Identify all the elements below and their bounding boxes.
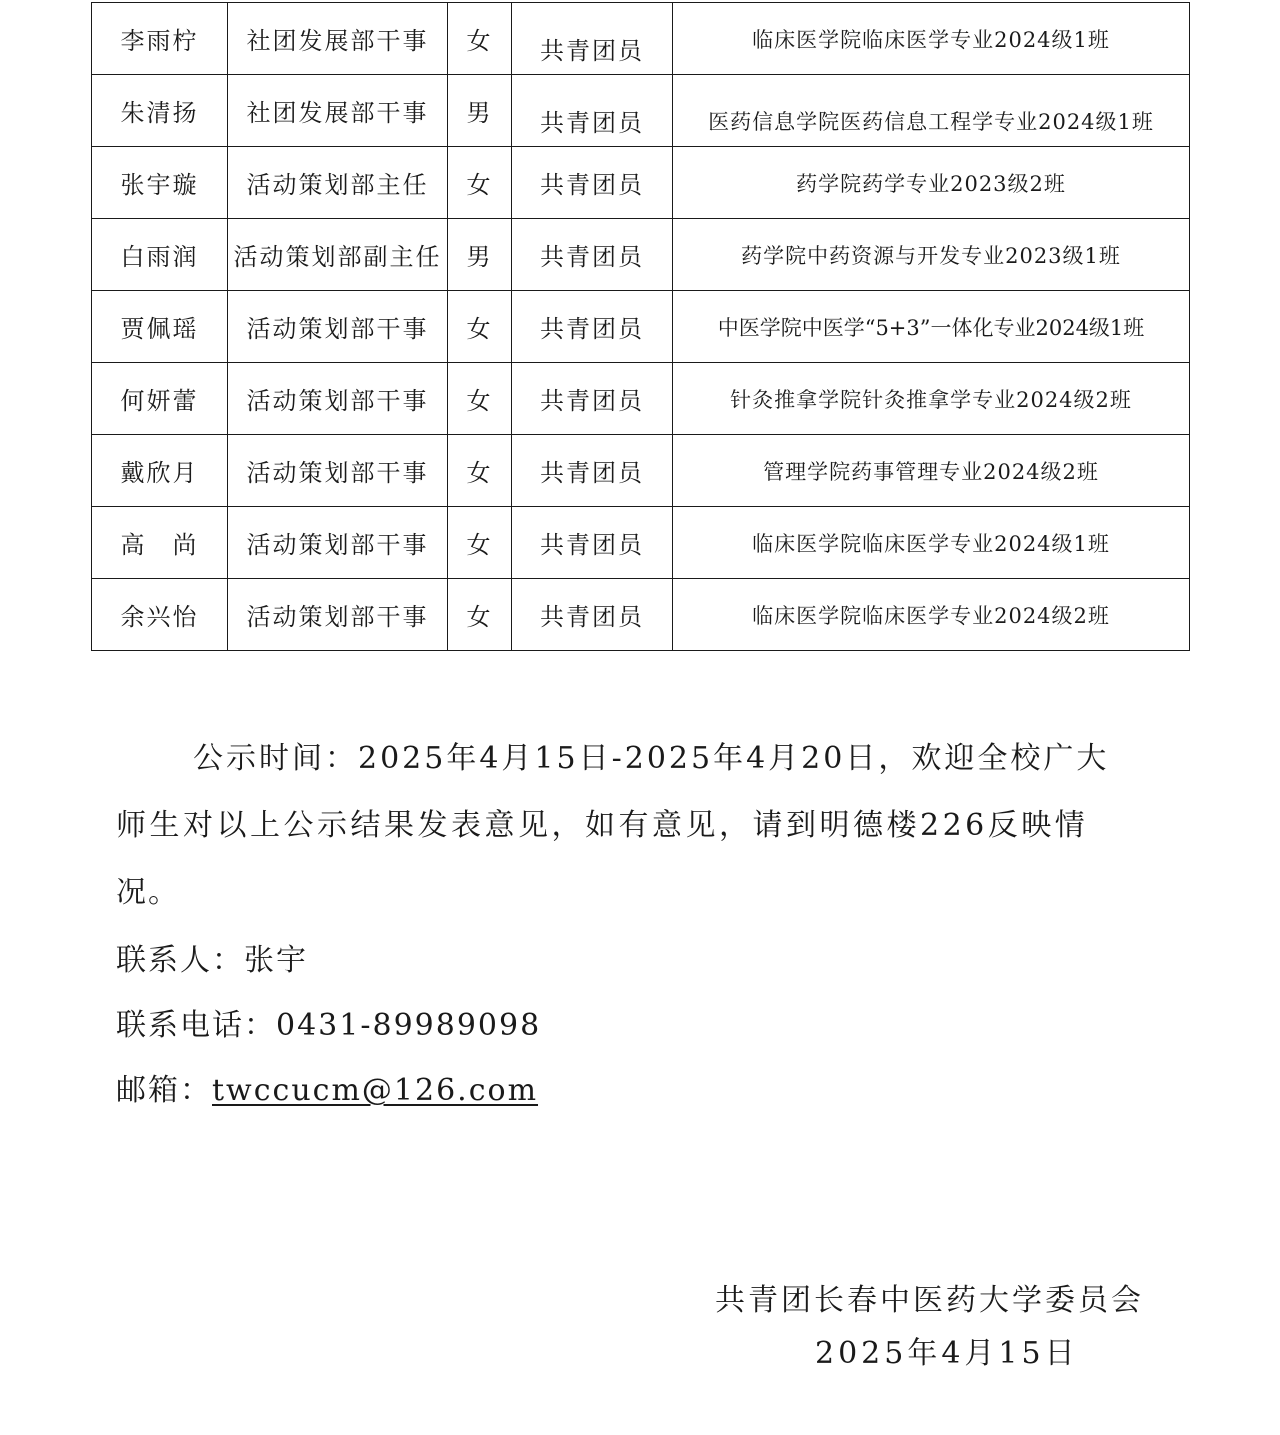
member-gender: 女 bbox=[448, 579, 512, 651]
table-row bbox=[92, 435, 1190, 507]
member-class: 管理学院药事管理专业2024级2班 bbox=[673, 435, 1190, 507]
member-political-status: 共青团员 bbox=[512, 579, 673, 651]
signature-date: 2025年4月15日 bbox=[815, 1336, 1079, 1371]
member-name: 高 尚 bbox=[92, 507, 228, 579]
table-row bbox=[92, 75, 1190, 147]
member-class: 药学院药学专业2023级2班 bbox=[673, 147, 1190, 219]
member-position: 活动策划部干事 bbox=[228, 507, 448, 579]
member-class: 临床医学院临床医学专业2024级1班 bbox=[673, 3, 1190, 75]
member-political-status: 共青团员 bbox=[512, 219, 673, 291]
member-gender: 女 bbox=[448, 507, 512, 579]
notice-text-line-2: 师生对以上公示结果发表意见，如有意见，请到明德楼226反映情 bbox=[116, 808, 1089, 843]
member-name: 余兴怡 bbox=[92, 579, 228, 651]
member-political-status: 共青团员 bbox=[540, 109, 644, 137]
contact-phone-number: 0431-89989098 bbox=[276, 1008, 542, 1043]
signature-organization: 共青团长春中医药大学委员会 bbox=[715, 1283, 1144, 1318]
member-class: 中医学院中医学“5+3”一体化专业2024级1班 bbox=[673, 291, 1190, 363]
member-class: 医药信息学院医药信息工程学专业2024级1班 bbox=[708, 109, 1154, 134]
contact-phone-line bbox=[116, 1000, 541, 1044]
member-gender: 女 bbox=[448, 147, 512, 219]
table-row bbox=[92, 3, 1190, 75]
contact-email-line bbox=[116, 1065, 538, 1109]
member-class: 临床医学院临床医学专业2024级2班 bbox=[673, 579, 1190, 651]
table-row bbox=[92, 147, 1190, 219]
member-political-status-cell bbox=[512, 75, 673, 147]
contact-person-name: 张宇 bbox=[244, 943, 308, 978]
member-name: 贾佩瑶 bbox=[92, 291, 228, 363]
member-position: 社团发展部干事 bbox=[228, 3, 448, 75]
member-name: 朱清扬 bbox=[92, 75, 228, 147]
member-position: 社团发展部干事 bbox=[228, 75, 448, 147]
member-position: 活动策划部干事 bbox=[228, 291, 448, 363]
member-political-status: 共青团员 bbox=[512, 435, 673, 507]
member-political-status: 共青团员 bbox=[512, 147, 673, 219]
contact-phone-label: 联系电话： bbox=[116, 1008, 276, 1043]
member-position: 活动策划部干事 bbox=[228, 435, 448, 507]
member-name: 戴欣月 bbox=[92, 435, 228, 507]
member-political-status-cell bbox=[512, 3, 673, 75]
member-political-status: 共青团员 bbox=[512, 363, 673, 435]
member-class: 针灸推拿学院针灸推拿学专业2024级2班 bbox=[673, 363, 1190, 435]
notice-text-line-3: 况。 bbox=[116, 875, 180, 910]
member-political-status: 共青团员 bbox=[512, 291, 673, 363]
contact-email-link[interactable]: twccucm@126.com bbox=[212, 1073, 539, 1108]
roster-table-body bbox=[92, 3, 1190, 651]
roster-table bbox=[91, 2, 1190, 651]
member-class: 临床医学院临床医学专业2024级1班 bbox=[673, 507, 1190, 579]
member-position: 活动策划部副主任 bbox=[228, 219, 448, 291]
member-name: 白雨润 bbox=[92, 219, 228, 291]
member-gender: 男 bbox=[448, 219, 512, 291]
member-gender: 女 bbox=[448, 363, 512, 435]
table-row bbox=[92, 579, 1190, 651]
member-class-cell bbox=[673, 75, 1190, 147]
member-political-status: 共青团员 bbox=[540, 37, 644, 65]
member-gender: 女 bbox=[448, 3, 512, 75]
member-name: 张宇璇 bbox=[92, 147, 228, 219]
table-row bbox=[92, 363, 1190, 435]
table-row bbox=[92, 291, 1190, 363]
member-name: 何妍蕾 bbox=[92, 363, 228, 435]
contact-person-label: 联系人： bbox=[116, 943, 244, 978]
contact-email-label: 邮箱： bbox=[116, 1073, 212, 1108]
table-row bbox=[92, 507, 1190, 579]
member-gender: 女 bbox=[448, 435, 512, 507]
member-position: 活动策划部干事 bbox=[228, 363, 448, 435]
member-name: 李雨柠 bbox=[92, 3, 228, 75]
member-position: 活动策划部主任 bbox=[228, 147, 448, 219]
member-position: 活动策划部干事 bbox=[228, 579, 448, 651]
member-class: 药学院中药资源与开发专业2023级1班 bbox=[673, 219, 1190, 291]
table-row bbox=[92, 219, 1190, 291]
notice-text-line-1: 公示时间：2025年4月15日-2025年4月20日，欢迎全校广大 bbox=[193, 741, 1110, 776]
contact-person-line bbox=[116, 935, 308, 979]
member-gender: 男 bbox=[448, 75, 512, 147]
member-gender: 女 bbox=[448, 291, 512, 363]
member-political-status: 共青团员 bbox=[512, 507, 673, 579]
